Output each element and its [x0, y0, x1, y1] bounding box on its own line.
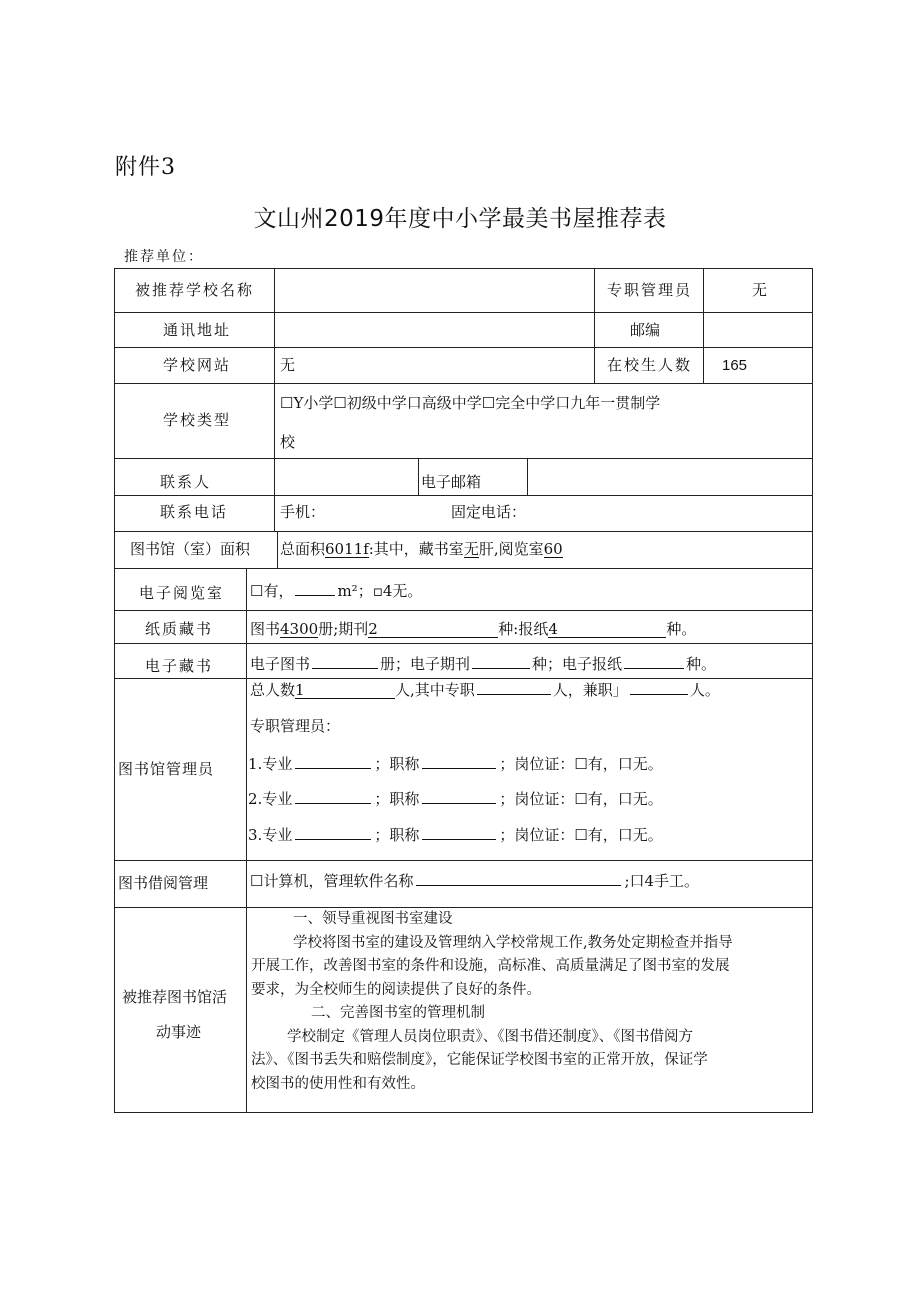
librarian-2-major: 专业 — [262, 790, 293, 808]
attachment-label: 附件3 — [115, 155, 176, 180]
librarian-3-title-blank[interactable] — [422, 839, 496, 840]
activities-label-2: 动事迹 — [156, 1023, 202, 1041]
landline-label[interactable]: 固定电话： — [451, 503, 527, 521]
librarian-row-1[interactable] — [248, 757, 663, 772]
address-label: 通讯地址 — [163, 321, 232, 339]
librarian-2-num: 2. — [248, 790, 263, 808]
area-reading-prefix: 肝,阅览室 — [478, 540, 544, 558]
librarian-3-cert: ；岗位证：☐有，口无。 — [499, 826, 663, 844]
area-total: 6011f — [325, 540, 369, 558]
ebooks-blank[interactable] — [312, 668, 378, 669]
school-name-label: 被推荐学校名称 — [135, 281, 255, 299]
paper-books-label: 纸质藏书 — [145, 620, 214, 638]
software-name-blank[interactable] — [416, 885, 621, 886]
website-value[interactable]: 无 — [280, 356, 296, 374]
e-reading-value[interactable] — [250, 584, 422, 599]
newspapers-prefix: 种:报纸 — [498, 620, 549, 638]
librarian-2-cert: ；岗位证：☐有，口无。 — [499, 790, 663, 808]
school-type-options[interactable]: ☐Y小学☐初级中学口高级中学☐完全中学口九年一贯制学 — [280, 394, 661, 412]
ejournals-blank[interactable] — [472, 668, 530, 669]
enewspapers-unit: 种。 — [686, 655, 717, 673]
journals-count: 2 — [368, 622, 498, 638]
e-books-value[interactable] — [250, 657, 716, 672]
student-count-value[interactable]: 165 — [722, 357, 748, 374]
librarian-1-major-blank[interactable] — [295, 768, 371, 769]
librarian-1-num: 1. — [248, 755, 263, 773]
library-area-value[interactable] — [280, 542, 563, 558]
mobile-label[interactable]: 手机： — [280, 503, 326, 521]
total-fulltime: 人,其中专职 — [395, 681, 475, 699]
librarian-1-title: ；职称 — [374, 755, 420, 773]
librarian-1-title-blank[interactable] — [422, 768, 496, 769]
page-title: 文山州2019年度中小学最美书屋推荐表 — [253, 206, 667, 232]
enewspapers-blank[interactable] — [624, 668, 684, 669]
e-reading-has: ☐有， — [250, 582, 294, 600]
full-time-admin-value[interactable]: 无 — [752, 281, 768, 299]
newspapers-unit: 种。 — [666, 620, 697, 638]
books-count: 4300 — [280, 620, 319, 638]
website-label: 学校网站 — [163, 356, 232, 374]
postcode-label: 邮编 — [630, 321, 661, 339]
librarian-row-3[interactable] — [248, 828, 663, 843]
total-count: 1 — [295, 683, 395, 699]
activities-p2-line2: 法》、《图书丢失和赔偿制度》，它能保证学校图书室的正常开放，保证学 — [251, 1052, 708, 1068]
newspapers-count: 4 — [548, 622, 666, 638]
librarian-row-2[interactable] — [248, 792, 663, 807]
e-reading-unit: m²；▫4无。 — [337, 582, 423, 600]
activities-heading-1: 一、领导重视图书室建设 — [293, 911, 453, 927]
total-unit: 人。 — [689, 681, 720, 699]
library-area-label: 图书馆（室）面积 — [130, 540, 251, 558]
lending-manual: ;口4手工。 — [624, 872, 700, 890]
enewspapers-prefix: 种；电子报纸 — [532, 655, 623, 673]
parttime-blank[interactable] — [630, 694, 688, 695]
email-label: 电子邮箱 — [421, 473, 482, 491]
activities-heading-2: 二、完善图书室的管理机制 — [311, 1005, 485, 1021]
activities-text — [251, 908, 811, 1096]
librarian-2-major-blank[interactable] — [295, 803, 371, 804]
area-storage: 无 — [463, 540, 479, 558]
phone-label: 联系电话 — [160, 503, 229, 521]
contact-label: 联系人 — [160, 473, 212, 491]
librarians-label: 图书馆管理员 — [118, 760, 215, 778]
lending-value[interactable] — [250, 874, 699, 889]
activities-p2-line1: 学校制定《管理人员岗位职责》、《图书借还制度》、《图书借阅方 — [287, 1028, 693, 1045]
area-total-prefix: 总面积 — [280, 540, 326, 558]
ejournals-prefix: 册；电子期刊 — [380, 655, 471, 673]
librarian-3-num: 3. — [248, 826, 263, 844]
full-time-admin-label: 专职管理员 — [607, 281, 693, 299]
area-reading: 60 — [543, 540, 563, 558]
paper-books-value[interactable] — [250, 622, 696, 638]
activities-p1-line1: 学校将图书室的建设及管理纳入学校常规工作,教务处定期检查并指导 — [293, 934, 733, 951]
e-books-label: 电子藏书 — [145, 657, 214, 675]
books-prefix: 图书 — [250, 620, 281, 638]
student-count-label: 在校生人数 — [607, 356, 693, 374]
journals-prefix: 册;期刊 — [318, 620, 369, 638]
activities-p1-line2: 开展工作，改善图书室的条件和设施，高标准、高质量满足了图书室的发展 — [251, 958, 730, 974]
e-reading-label: 电子阅览室 — [139, 584, 225, 602]
activities-label-1: 被推荐图书馆活 — [122, 988, 228, 1006]
recommend-unit-label: 推荐单位： — [124, 249, 204, 265]
librarians-total[interactable] — [250, 683, 720, 699]
lending-computer: ☐计算机，管理软件名称 — [250, 872, 414, 890]
activities-p1-line3: 要求，为全校师生的阅读提供了良好的条件。 — [251, 981, 541, 998]
total-parttime: 人，兼职」 — [552, 681, 628, 699]
area-storage-prefix: :其中，藏书室 — [368, 540, 464, 558]
e-reading-area-blank[interactable] — [295, 595, 335, 596]
librarian-2-title: ；职称 — [374, 790, 420, 808]
librarian-3-major-blank[interactable] — [295, 839, 371, 840]
school-type-label: 学校类型 — [163, 411, 232, 429]
lending-label: 图书借阅管理 — [118, 874, 209, 892]
school-type-options-cont: 校 — [280, 433, 296, 451]
librarian-3-major: 专业 — [262, 826, 293, 844]
full-time-admins-heading: 专职管理员： — [250, 717, 341, 735]
fulltime-blank[interactable] — [477, 694, 551, 695]
librarian-2-title-blank[interactable] — [422, 803, 496, 804]
ebooks-prefix: 电子图书 — [250, 655, 311, 673]
total-prefix: 总人数 — [250, 681, 296, 699]
activities-p2-line3: 校图书的使用性和有效性。 — [251, 1075, 425, 1092]
librarian-1-cert: ；岗位证：☐有，口无。 — [499, 755, 663, 773]
librarian-3-title: ；职称 — [374, 826, 420, 844]
librarian-1-major: 专业 — [262, 755, 293, 773]
